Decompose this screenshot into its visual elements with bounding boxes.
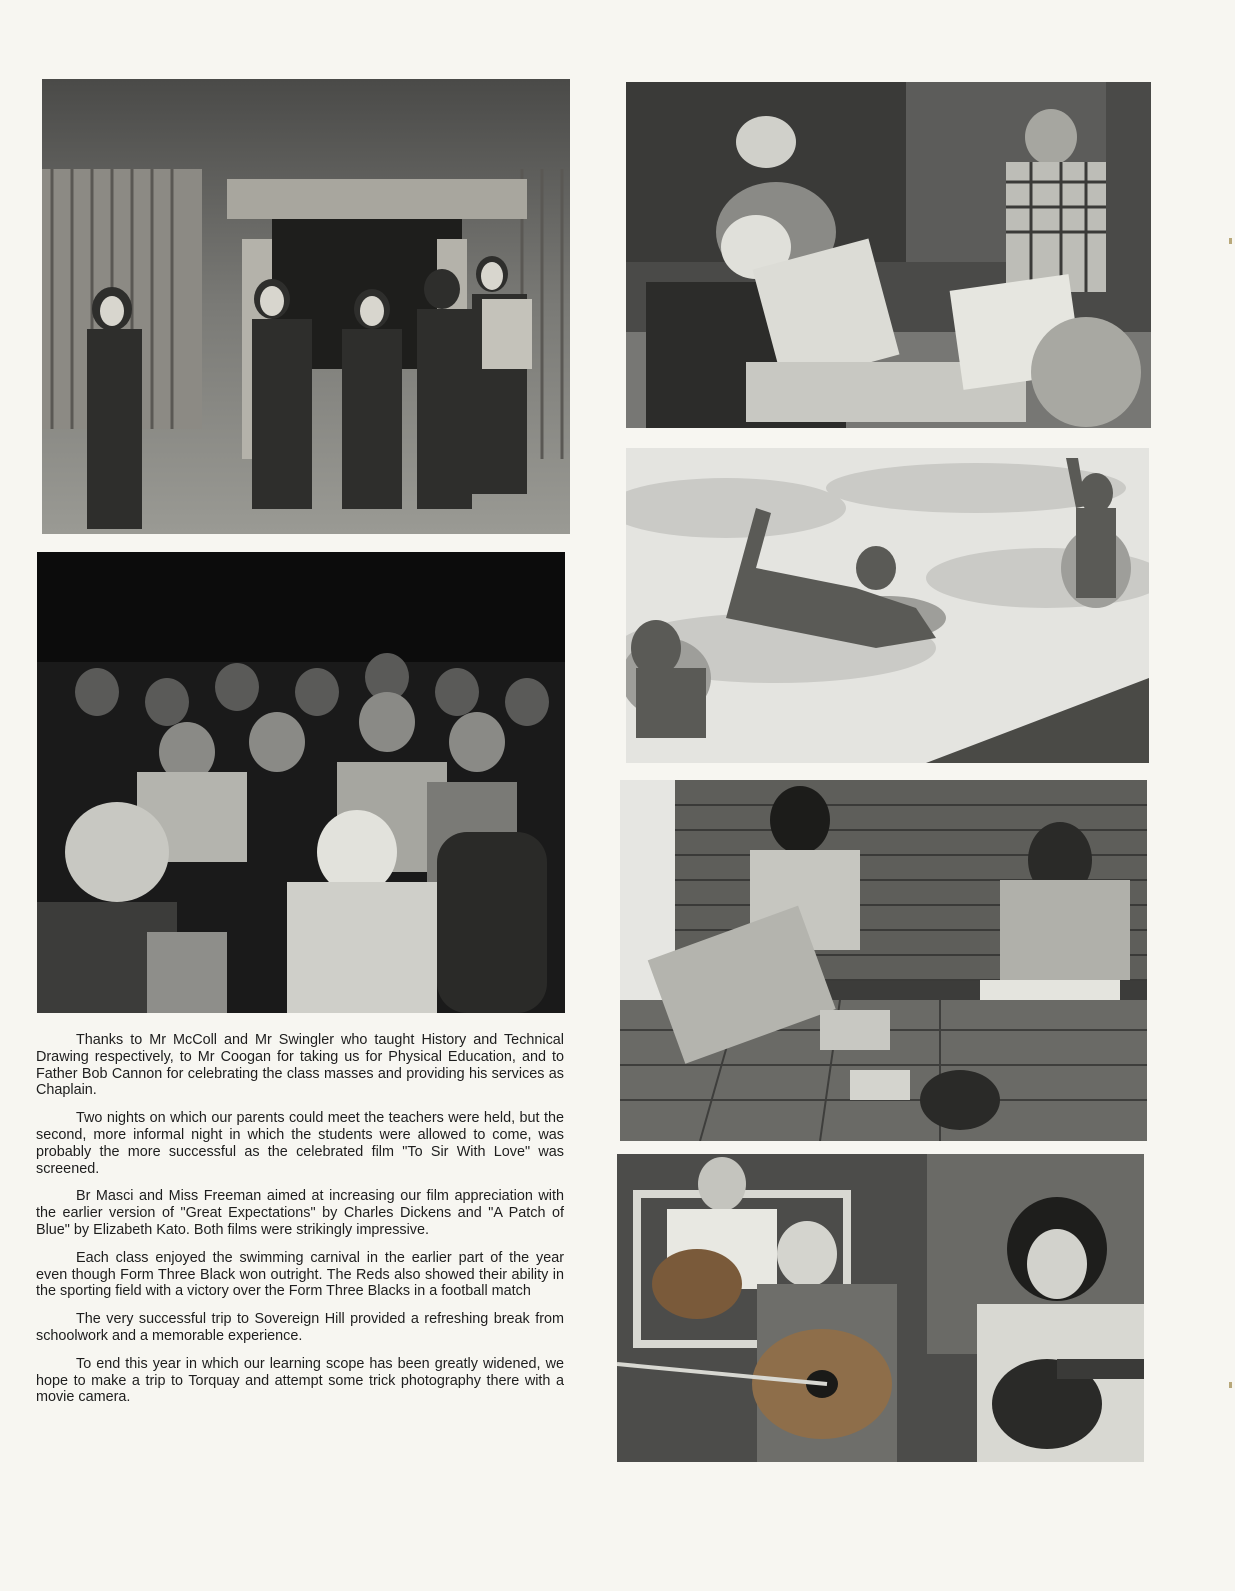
paragraph-torquay-trip: To end this year in which our learning scope has been greatly widened, we hope to make a trip to Torquay and attempt some trick photography there with a movie camera. xyxy=(36,1355,564,1406)
photo-students-in-theatre-audience xyxy=(37,552,565,1013)
paragraph-thanks: Thanks to Mr McColl and Mr Swingler who taught History and Technical Drawing respectively, to Mr Coogan for taking us for Physical Education, and to Father Bob Cannon for celebrating the class masses and providing his services as Chaplain. xyxy=(36,1032,564,1099)
photo-swimming-carnival xyxy=(626,448,1149,763)
photo-students-at-mine-entrance xyxy=(42,79,570,534)
photo-students-making-posters xyxy=(626,82,1151,428)
photo-students-playing-guitar xyxy=(617,1154,1144,1462)
page-edge-mark xyxy=(1229,1382,1232,1388)
photo-students-technical-drawing xyxy=(620,780,1147,1141)
paragraph-sovereign-hill: The very successful trip to Sovereign Hill provided a refreshing break from schoolwork and a memorable experience. xyxy=(36,1311,564,1344)
paragraph-parent-nights: Two nights on which our parents could meet the teachers were held, but the second, more informal night in which the students were allowed to come, was probably the more successful as the celebrated film "To Sir With Love" was screened. xyxy=(36,1110,564,1177)
article-text xyxy=(36,1032,564,1417)
page-edge-mark xyxy=(1229,238,1232,244)
paragraph-swimming-carnival: Each class enjoyed the swimming carnival in the earlier part of the year even though Form Three Black won outright. The Reds also showed their ability in the sporting field with a victory over the Form Three Blacks in a football match xyxy=(36,1249,564,1300)
paragraph-film-appreciation: Br Masci and Miss Freeman aimed at increasing our film appreciation with the earlier version of "Great Expectations" by Charles Dickens and "A Patch of Blue" by Elizabeth Kato. Both films were strikingly impressive. xyxy=(36,1188,564,1238)
